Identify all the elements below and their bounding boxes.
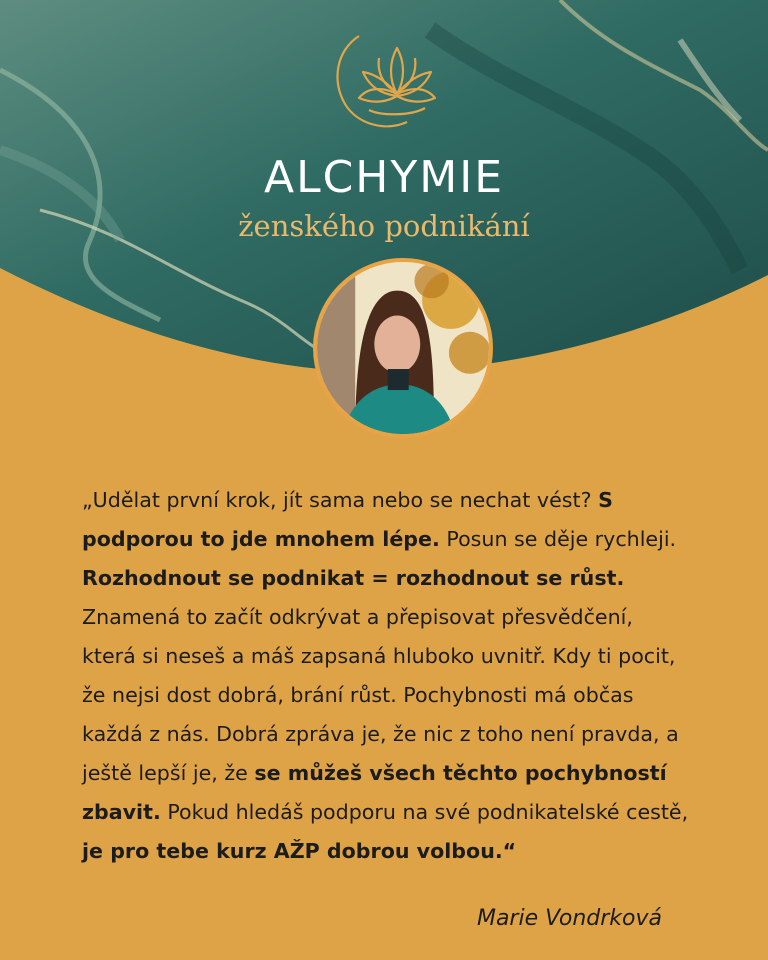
lotus-moon-icon — [319, 18, 449, 138]
quote-segment: Znamená to začít odkrývat a přepisovat přesvědčení, která si neseš a máš zapsaná hluboko uvnitř. Kdy ti pocit, že nejsi dost dobrá, brání růst. Pochybnosti má občas každá z nás. Dobrá zpráva je, že nic z toho není pravda, a ještě lepší je, že — [82, 605, 679, 785]
quote-author: Marie Vondrková — [476, 906, 662, 931]
brand-title: ALCHYMIE — [263, 152, 505, 203]
quote-segment: Pokud hledáš podporu na své podnikatelské cestě, — [160, 800, 689, 824]
brand-block — [0, 18, 768, 243]
quote-segment: Posun se děje rychleji. — [439, 527, 677, 551]
quote-segment-bold: je pro tebe kurz AŽP dobrou volbou.“ — [82, 839, 517, 863]
portrait-photo — [317, 262, 489, 434]
quote-segment-bold: se můžeš všech těchto pochybností zbavit. — [82, 761, 667, 824]
quote-segment: „Udělat první krok, jít sama nebo se nechat vést? — [82, 488, 599, 512]
brand-subtitle: ženského podnikání — [238, 209, 530, 243]
avatar — [313, 258, 493, 438]
quote-segment-bold: Rozhodnout se podnikat = rozhodnout se růst. — [82, 566, 625, 590]
quote-segment-bold: S podporou to jde mnohem lépe. — [82, 488, 613, 551]
testimonial-quote — [82, 481, 692, 871]
